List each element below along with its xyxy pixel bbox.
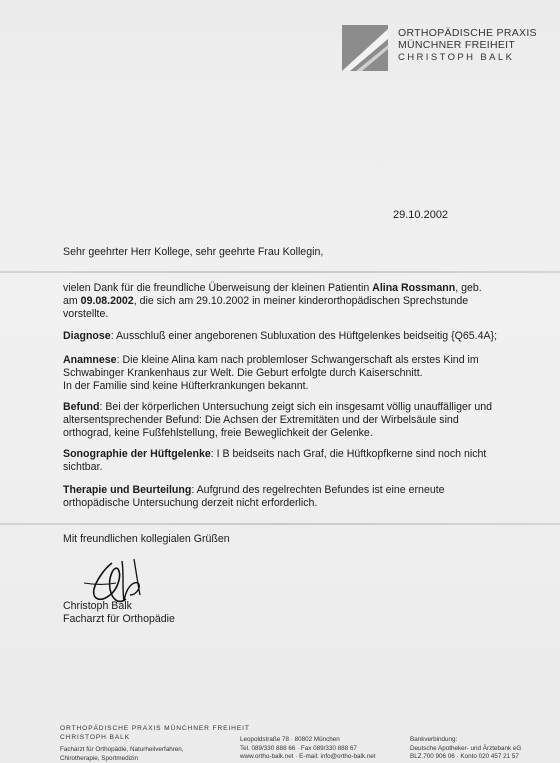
- section-label: Diagnose: [63, 330, 111, 342]
- brand-line: ORTHOPÄDISCHE PRAXIS: [398, 27, 537, 39]
- therapie-paragraph: [63, 484, 533, 510]
- footer-line: www.ortho-balk.net · E-mail: info@ortho-balk.net: [240, 753, 376, 762]
- brand-line: CHRISTOPH BALK: [398, 52, 537, 64]
- text-run: , die sich am 29.10.2002 in meiner kinderorthopädischen Sprechstunde: [134, 295, 469, 307]
- text-run: In der Familie sind keine Hüfterkrankungen bekannt.: [63, 380, 309, 392]
- practice-logo-icon: [342, 25, 388, 71]
- anamnese-paragraph: [63, 354, 533, 393]
- footer-line: Bankverbindung:: [410, 736, 521, 745]
- signatory-title: Facharzt für Orthopädie: [63, 613, 533, 626]
- patient-name: Alina Rossmann: [372, 282, 455, 294]
- closing-line: Mit freundlichen kollegialen Grüßen: [63, 533, 533, 546]
- signatory-name: Christoph Balk: [63, 600, 533, 613]
- intro-paragraph: [63, 282, 533, 321]
- text-run: : Die kleine Alina kam nach problemloser Schwangerschaft als erstes Kind im: [117, 354, 479, 366]
- text-run: orthograd, keine Fußfehlstellung, freie Beweglichkeit der Gelenke.: [63, 427, 373, 439]
- text-run: : I B beidseits nach Graf, die Hüftkopfkerne sind noch nicht: [211, 448, 487, 460]
- section-label: Befund: [63, 401, 99, 413]
- text-run: orthopädische Untersuchung derzeit nicht erforderlich.: [63, 497, 317, 509]
- footer-line: Facharzt für Orthopädie, Naturheilverfahren,: [60, 746, 250, 755]
- footer-line: ORTHOPÄDISCHE PRAXIS MÜNCHNER FREIHEIT: [60, 725, 250, 734]
- footer-column-contact: [240, 736, 376, 762]
- footer-line: CHRISTOPH BALK: [60, 734, 250, 743]
- section-label: Sonographie der Hüftgelenke: [63, 448, 211, 460]
- footer-column-bank: [410, 736, 521, 762]
- text-run: am: [63, 295, 81, 307]
- salutation: Sehr geehrter Herr Kollege, sehr geehrte Frau Kollegin,: [63, 246, 533, 259]
- letter-date: 29.10.2002: [393, 209, 448, 221]
- text-run: : Aufgrund des regelrechten Befundes ist eine erneute: [191, 484, 444, 496]
- footer-line: Tel. 089/330 888 66 · Fax 089/330 888 67: [240, 745, 376, 754]
- text-run: altersentsprechender Befund: Die Achsen der Extremitäten und der Wirbelsäule sind: [63, 414, 459, 426]
- text-run: , geb.: [455, 282, 482, 294]
- text-run: sichtbar.: [63, 461, 102, 473]
- text-run: Schwabinger Krankenhaus zur Welt. Die Geburt erfolgte durch Kaiserschnitt.: [63, 367, 423, 379]
- paper-fold-line: [0, 523, 560, 525]
- section-label: Therapie und Beurteilung: [63, 484, 191, 496]
- letterhead-brand: [398, 27, 537, 64]
- footer-line: BLZ 700 906 06 · Konto 020 457 21 57: [410, 753, 521, 762]
- footer-line: Deutsche Apotheker- und Ärztebank eG: [410, 745, 521, 754]
- text-run: vielen Dank für die freundliche Überweisung der kleinen Patientin: [63, 282, 372, 294]
- sonographie-paragraph: [63, 448, 533, 474]
- footer-line: Leopoldstraße 78 · 80802 München: [240, 736, 376, 745]
- paper-fold-line: [0, 271, 560, 273]
- diagnose-paragraph: [63, 330, 533, 343]
- text-run: : Bei der körperlichen Untersuchung zeigt sich ein insgesamt völlig unauffälliger und: [99, 401, 492, 413]
- patient-birthdate: 09.08.2002: [81, 295, 134, 307]
- text-run: vorstellte.: [63, 308, 108, 320]
- befund-paragraph: [63, 401, 533, 440]
- brand-line: MÜNCHNER FREIHEIT: [398, 39, 537, 51]
- footer-column-practice: [60, 725, 250, 763]
- footer-line: Chirotherapie, Sportmedizin: [60, 755, 250, 763]
- section-label: Anamnese: [63, 354, 117, 366]
- text-run: : Ausschluß einer angeborenen Subluxation des Hüftgelenkes beidseitig {Q65.4A};: [111, 330, 497, 342]
